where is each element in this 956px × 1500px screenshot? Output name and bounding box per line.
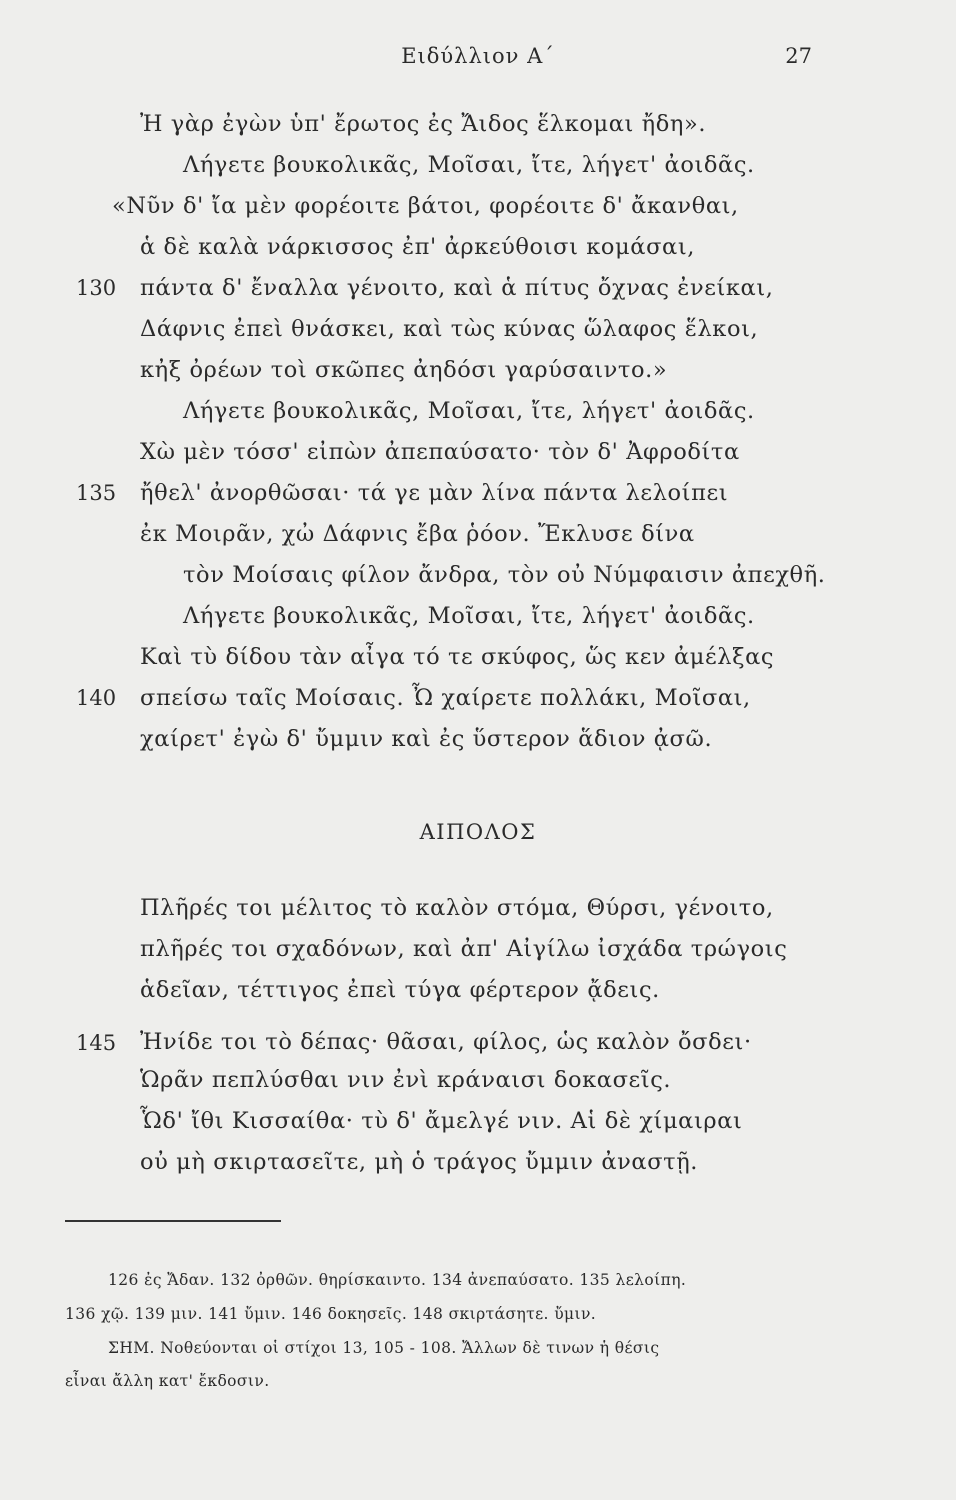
footnote-rule [65,1220,281,1222]
poem-line: Ἠ γὰρ ἐγὼν ὑπ' ἔρωτος ἐς Ἄιδος ἕλκομαι ἤδη». [140,111,707,137]
poem-line: ἁ δὲ καλὰ νάρκισσος ἐπ' ἀρκεύθοισι κομάσαι, [140,234,696,260]
footnote-line: ΣΗΜ. Νοθεύονται οἱ στίχοι 13, 105 - 108. Ἄλλων δὲ τινων ἡ θέσις [108,1339,660,1357]
poem-line: τὸν Μοίσαις φίλον ἄνδρα, τὸν οὐ Νύμφαισιν ἀπεχθῆ. [183,562,826,588]
poem-line: Δάφνις ἐπεὶ θνάσκει, καὶ τὼς κύνας ὥλαφος ἕλκοι, [140,316,759,342]
poem-line: Καὶ τὺ δίδου τὰν αἶγα τό τε σκύφος, ὥς κεν ἀμέλξας [140,644,775,670]
line-number: 140 [76,686,117,710]
poem-line: «Νῦν δ' ἴα μὲν φορέοιτε βάτοι, φορέοιτε δ' ἄκανθαι, [112,193,739,219]
poem-line: Χὼ μὲν τόσσ' εἰπὼν ἀπεπαύσατο· τὸν δ' Ἀφροδίτα [140,439,740,465]
poem-line: Ὧδ' ἴθι Κισσαίθα· τὺ δ' ἄμελγέ νιν. Αἱ δὲ χίμαιραι [140,1108,743,1134]
line-number: 130 [76,276,117,300]
footnote-line: 136 χῷ. 139 μιν. 141 ὔμιν. 146 δοκησεῖς. 148 σκιρτάσητε. ὔμιν. [65,1305,597,1323]
poem-line: κἠξ ὀρέων τοὶ σκῶπες ἀηδόσι γαρύσαιντο.» [140,357,668,383]
poem-line: χαίρετ' ἐγὼ δ' ὔμμιν καὶ ἐς ὕστερον ἅδιον ᾀσῶ. [140,726,713,752]
line-number: 145 [76,1031,117,1055]
poem-line: οὐ μὴ σκιρτασεῖτε, μὴ ὁ τράγος ὔμμιν ἀναστῇ. [140,1149,699,1175]
line-number: 135 [76,481,117,505]
footnote-line: εἶναι ἄλλη κατ' ἔκδοσιν. [65,1372,270,1390]
page-number: 27 [785,44,812,68]
refrain-line: Λήγετε βουκολικᾶς, Μοῖσαι, ἴτε, λήγετ' ἀοιδᾶς. [183,398,755,424]
poem-line: πλῆρές τοι σχαδόνων, καὶ ἀπ' Αἰγίλω ἰσχάδα τρώγοις [140,936,788,962]
poem-line: πάντα δ' ἔναλλα γένοιτο, καὶ ἁ πίτυς ὄχνας ἐνείκαι, [140,275,774,301]
poem-line: Ἠνίδε τοι τὸ δέπας· θᾶσαι, φίλος, ὡς καλὸν ὄσδει· [140,1029,752,1055]
refrain-line: Λήγετε βουκολικᾶς, Μοῖσαι, ἴτε, λήγετ' ἀοιδᾶς. [183,603,755,629]
poem-line: Πλῆρές τοι μέλιτος τὸ καλὸν στόμα, Θύρσι, γένοιτο, [140,895,774,921]
poem-line: ἁδεῖαν, τέττιγος ἐπεὶ τύγα φέρτερον ᾄδεις. [140,977,660,1003]
poem-line: ἤθελ' ἀνορθῶσαι· τά γε μὰν λίνα πάντα λελοίπει [140,480,729,506]
poem-line: ἐκ Μοιρᾶν, χὠ Δάφνις ἔβα ῥόον. Ἔκλυσε δίνα [140,521,695,547]
section-heading: ΑΙΠΟΛΟΣ [419,820,537,844]
poem-line: σπείσω ταῖς Μοίσαις. Ὦ χαίρετε πολλάκι, Μοῖσαι, [140,685,751,711]
footnote-line: 126 ἐς Ἄδαν. 132 ὀρθῶν. θηρίσκαιντο. 134 ἀνεπαύσατο. 135 λελοίπη. [108,1271,687,1289]
running-title: Ειδύλλιον Α΄ [401,44,555,68]
poem-line: Ὡρᾶν πεπλύσθαι νιν ἐνὶ κράναισι δοκασεῖς. [140,1067,672,1093]
refrain-line: Λήγετε βουκολικᾶς, Μοῖσαι, ἴτε, λήγετ' ἀοιδᾶς. [183,152,755,178]
